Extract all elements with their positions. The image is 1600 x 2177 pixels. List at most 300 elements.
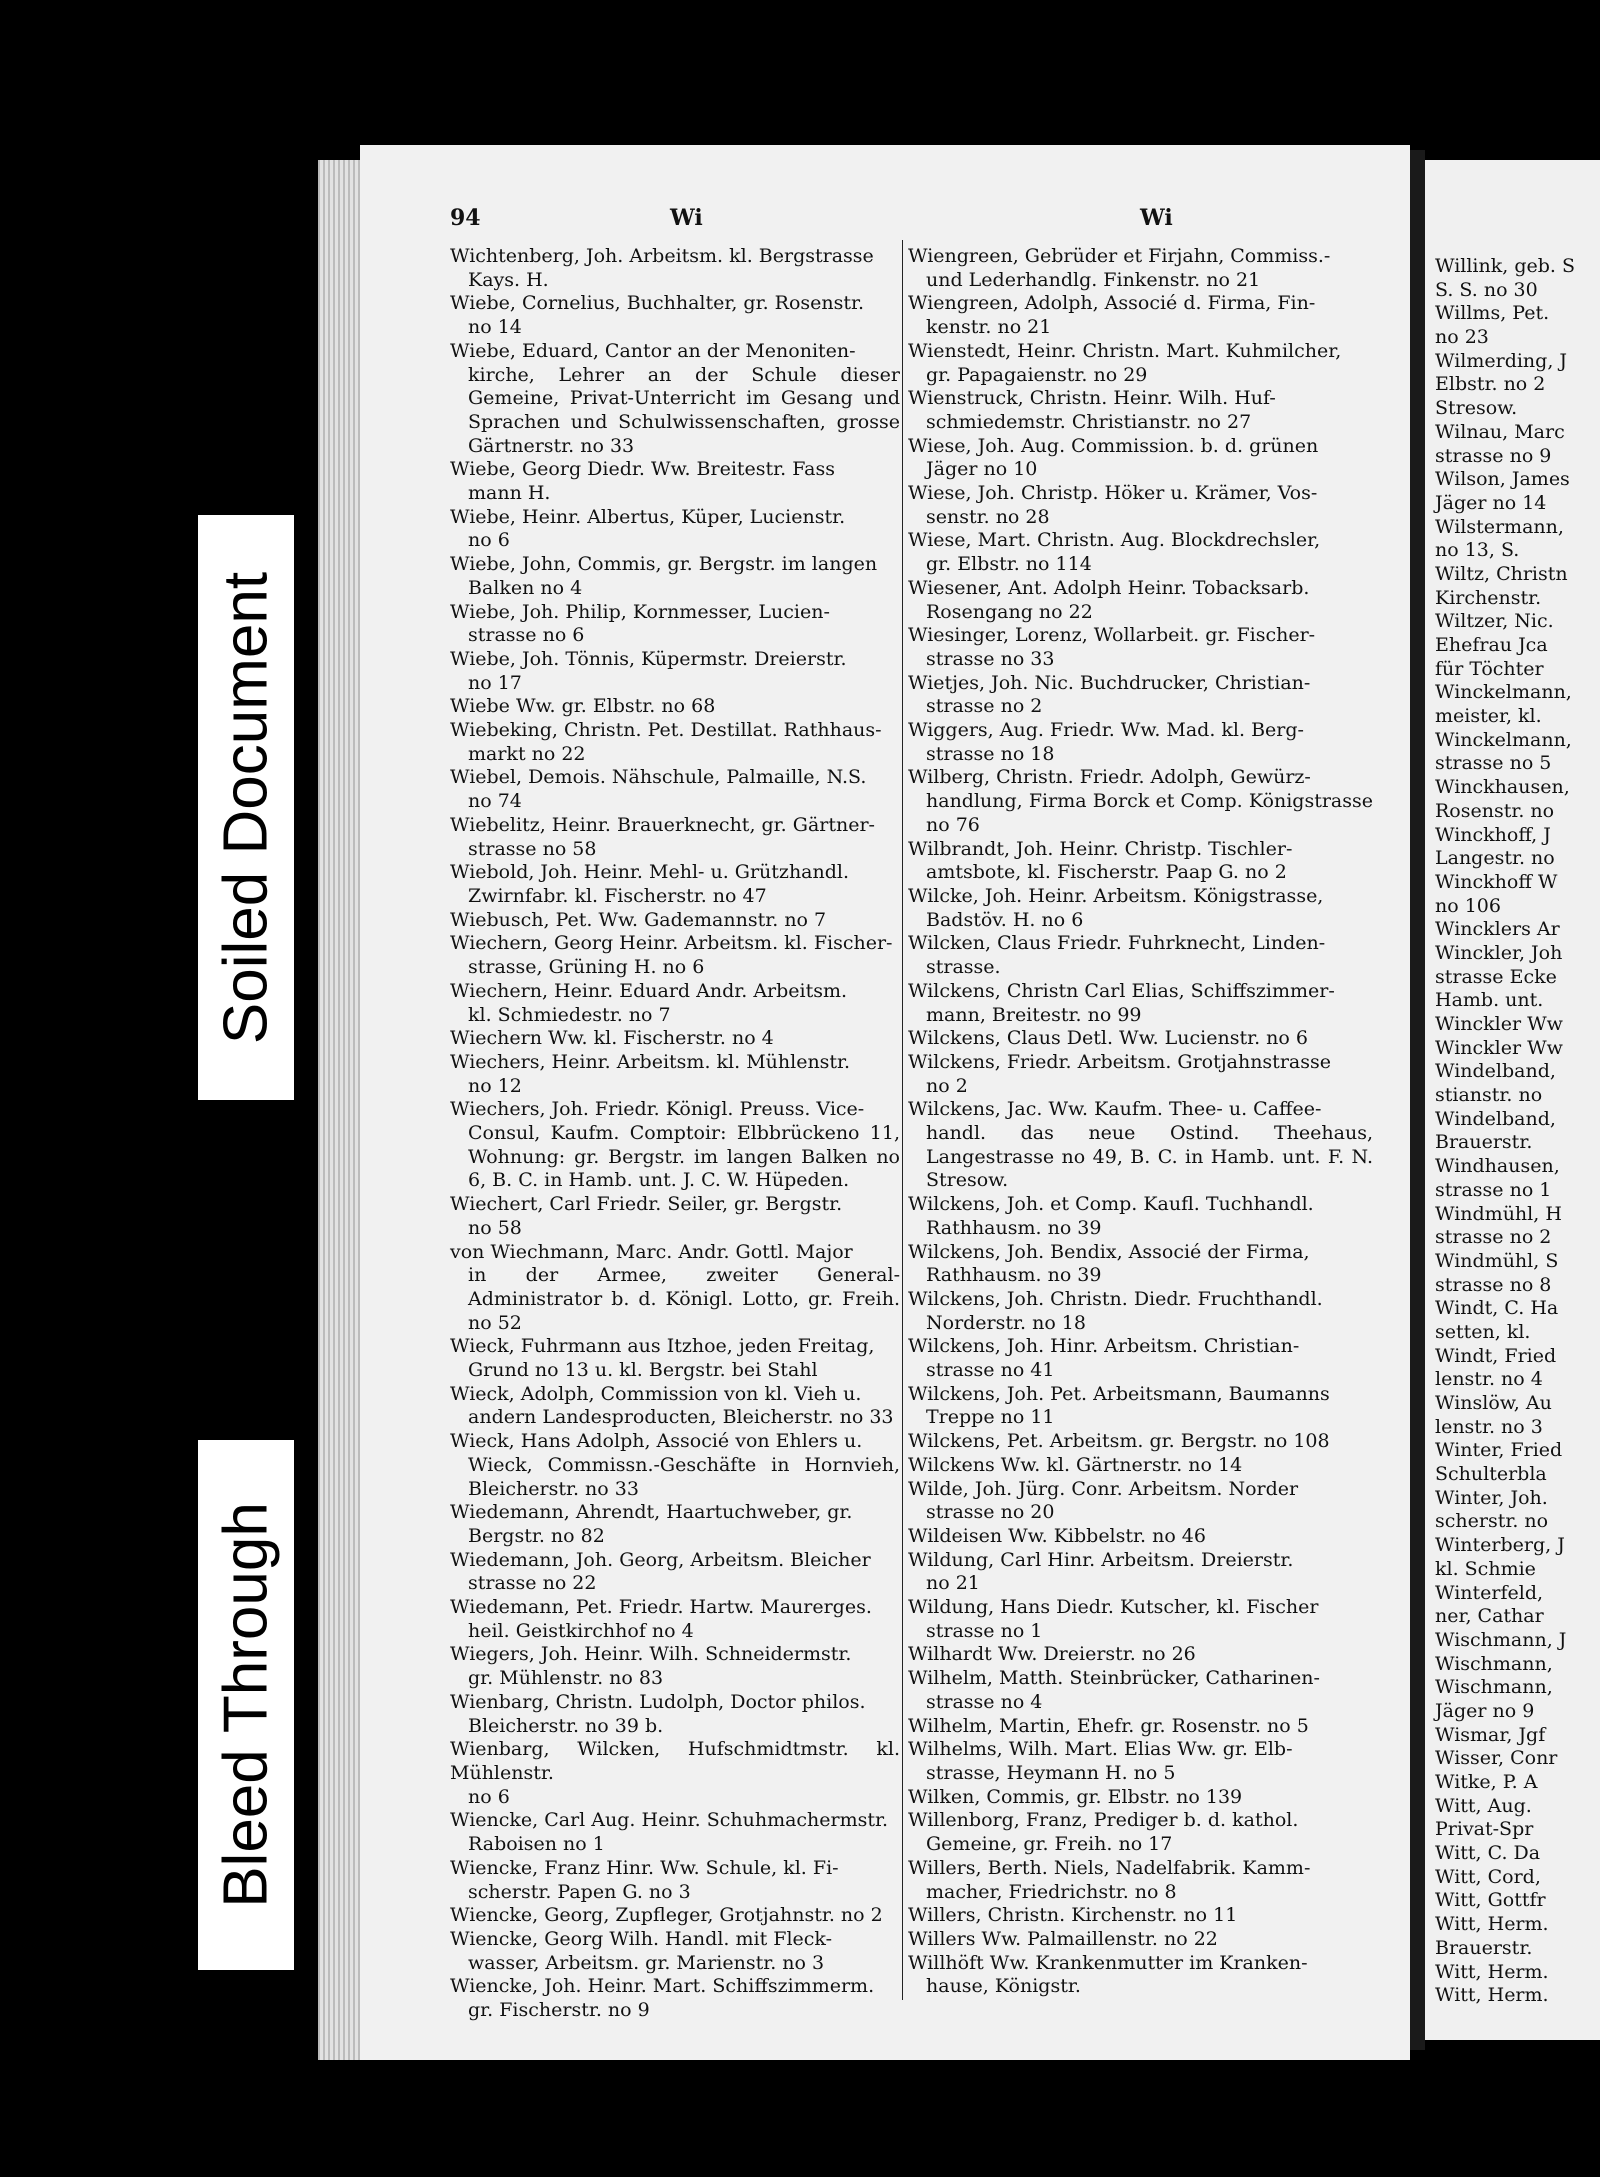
directory-entry [450,980,900,1027]
directory-entry [450,1430,900,1501]
entry-first-line: Wildeisen Ww. Kibbelstr. no 46 [908,1524,1206,1547]
entry-first-line: Wienstruck, Christn. Heinr. Wilh. Huf- [908,387,1276,410]
facing-page-line: Wincklers Ar [1435,918,1560,941]
facing-page-line: Stresow. [1435,397,1518,420]
entry-first-line: Wilckens, Joh. Pet. Arbeitsmann, Baumanns [908,1382,1330,1405]
column-divider [902,240,903,2000]
directory-entry [908,387,1373,434]
directory-entry [450,1691,900,1738]
entry-first-line: Wilberg, Christn. Friedr. Adolph, Gewürz- [908,766,1311,789]
directory-entry [450,1738,900,1809]
entry-first-line: Wiese, Joh. Aug. Commission. b. d. grünen [908,434,1319,457]
facing-page [1425,160,1600,2040]
facing-page-line: strasse no 2 [1435,1226,1552,1249]
entry-continuation: Jäger no 10 [926,458,1038,481]
facing-page-line: Winckelmann, [1435,681,1572,704]
facing-page-line: Winckhoff, J [1435,823,1551,846]
facing-page-line: setten, kl. [1435,1320,1531,1343]
directory-entry [908,482,1373,529]
entry-continuation: strasse no 22 [468,1572,597,1595]
directory-entry [908,245,1373,292]
directory-entry [450,766,900,813]
directory-entry [908,529,1373,576]
facing-page-line: kl. Schmie [1435,1557,1536,1580]
facing-page-line: Elbstr. no 2 [1435,373,1546,396]
directory-entry [908,766,1373,837]
facing-page-line: Winterfeld, [1435,1581,1544,1604]
entry-continuation: amtsbote, kl. Fischerstr. Paap G. no 2 [926,861,1287,884]
entry-continuation: wasser, Arbeitsm. gr. Marienstr. no 3 [468,1951,825,1974]
directory-entry [450,1596,900,1643]
directory-entry [908,1051,1373,1098]
directory-entry [450,601,900,648]
entry-first-line: Wilckens Ww. kl. Gärtnerstr. no 14 [908,1453,1243,1476]
entry-first-line: Wieck, Adolph, Commission von kl. Vieh u. [450,1382,862,1405]
entry-first-line: Wichtenberg, Joh. Arbeitsm. kl. Bergstrasse [450,245,874,267]
facing-page-line: Wischmann, [1435,1676,1553,1699]
facing-page-line: strasse no 1 [1435,1178,1552,1201]
entry-first-line: Wiebel, Demois. Nähschule, Palmaille, N.S. [450,766,867,789]
entry-first-line: Wiebe, Heinr. Albertus, Küper, Lucienstr. [450,505,846,528]
facing-page-line: strasse no 8 [1435,1273,1552,1296]
entry-continuation: Consul, Kaufm. Comptoir: Elbbrückeno 11, Wohnung: gr. Bergstr. im langen Balken no 6, B. C. in Hamb. unt. J. C. W. Hüpeden. [468,1122,900,1192]
directory-entry [450,1549,900,1596]
directory-entry [908,885,1373,932]
directory-entry [908,719,1373,766]
entry-first-line: Wilhelm, Matth. Steinbrücker, Catharinen- [908,1667,1320,1690]
entry-first-line: Wilhardt Ww. Dreierstr. no 26 [908,1643,1196,1666]
entry-first-line: Wiese, Mart. Christn. Aug. Blockdrechsler, [908,529,1321,552]
facing-page-line: Winckler Ww [1435,1013,1563,1035]
facing-page-line: Brauerstr. [1435,1936,1533,1959]
entry-continuation: gr. Fischerstr. no 9 [468,1999,650,2022]
entry-first-line: Wilbrandt, Joh. Heinr. Christp. Tischler- [908,837,1293,860]
entry-first-line: Wilckens, Christn Carl Elias, Schiffszimmer- [908,979,1335,1002]
facing-page-line: Privat-Spr [1435,1818,1534,1841]
facing-page-line: Witke, P. A [1435,1771,1538,1793]
entry-continuation: gr. Papagaienstr. no 29 [926,363,1148,386]
directory-entry [908,1478,1373,1525]
entry-continuation: Wieck, Commissn.-Geschäfte in Hornvieh, Bleicherstr. no 33 [468,1453,900,1500]
entry-first-line: Willhöft Ww. Krankenmutter im Kranken- [908,1951,1308,1974]
facing-page-line: Jäger no 9 [1435,1699,1535,1722]
facing-page-line: Winterberg, J [1435,1534,1565,1557]
entry-first-line: Willers Ww. Palmaillenstr. no 22 [908,1927,1218,1950]
entry-continuation: strasse, Heymann H. no 5 [926,1762,1176,1784]
directory-entry [450,292,900,339]
entry-first-line: Wiengreen, Gebrüder et Firjahn, Commiss.- [908,245,1331,267]
entry-continuation: macher, Friedrichstr. no 8 [926,1880,1177,1903]
entry-continuation: schmiedemstr. Christianstr. no 27 [926,410,1252,433]
facing-page-line: strasse Ecke [1435,965,1557,988]
directory-entry [908,1643,1373,1667]
entry-first-line: Wiebe, John, Commis, gr. Bergstr. im langen [450,553,878,576]
directory-entry [450,1904,900,1928]
directory-entry [450,1051,900,1098]
entry-first-line: Wilcke, Joh. Heinr. Arbeitsm. Königstrasse, [908,884,1324,907]
directory-entry [908,1952,1373,1999]
middle-column [908,245,1373,1999]
entry-first-line: Wiedemann, Ahrendt, Haartuchweber, gr. [450,1501,853,1524]
entry-first-line: Wiechern, Heinr. Eduard Andr. Arbeitsm. [450,979,848,1002]
entry-first-line: Wienstedt, Heinr. Christn. Mart. Kuhmilcher, [908,339,1342,362]
entry-first-line: Wiesinger, Lorenz, Wollarbeit. gr. Fischer- [908,624,1316,647]
entry-continuation: handl. das neue Ostind. Theehaus, Langestrasse no 49, B. C. in Hamb. unt. F. N. Stresow. [926,1122,1373,1192]
directory-entry [450,1857,900,1904]
entry-first-line: Wilken, Commis, gr. Elbstr. no 139 [908,1785,1243,1808]
facing-page-line: Brauerstr. [1435,1131,1533,1154]
facing-page-line: Witt, Aug. [1435,1794,1532,1817]
facing-page-line: no 106 [1435,894,1501,917]
directory-entry [908,292,1373,339]
entry-first-line: Wilckens, Jac. Ww. Kaufm. Thee- u. Caffee- [908,1098,1322,1121]
directory-entry [450,1501,900,1548]
right-heading: Wi [1140,205,1173,231]
entry-continuation: Norderstr. no 18 [926,1311,1086,1334]
directory-entry [450,506,900,553]
entry-first-line: Wietjes, Joh. Nic. Buchdrucker, Christian- [908,671,1311,694]
facing-page-line: Windelband, [1435,1060,1556,1083]
facing-page-line: Windt, Fried [1435,1344,1557,1367]
entry-first-line: Wiechers, Joh. Friedr. Königl. Preuss. Vice- [450,1098,865,1121]
entry-continuation: kirche, Lehrer an der Schule dieser Gemeine, Privat-Unterricht im Gesang und Sprachen und Schulwissenschaften, grosse Gärtnerstr. no 33 [468,363,900,457]
facing-page-line: Windt, C. Ha [1435,1297,1559,1320]
entry-first-line: Wiggers, Aug. Friedr. Ww. Mad. kl. Berg- [908,719,1304,742]
entry-continuation: strasse. [926,956,1001,979]
facing-page-line: Winter, Fried [1435,1439,1563,1462]
directory-entry [450,1975,900,2022]
entry-continuation: Bergstr. no 82 [468,1524,605,1547]
directory-entry [450,458,900,505]
entry-first-line: Wiencke, Joh. Heinr. Mart. Schiffszimmerm. [450,1975,875,1998]
entry-first-line: Wilhelm, Martin, Ehefr. gr. Rosenstr. no 5 [908,1714,1309,1737]
entry-first-line: Wienbarg, Wilcken, Hufschmidtmstr. kl. Mühlenstr. [450,1738,900,1784]
entry-first-line: Wiegers, Joh. Heinr. Wilh. Schneidermstr. [450,1643,852,1666]
entry-first-line: Wilde, Joh. Jürg. Conr. Arbeitsm. Norder [908,1477,1299,1500]
facing-page-line: Wischmann, J [1435,1628,1567,1651]
entry-continuation: strasse, Grüning H. no 6 [468,956,705,979]
entry-first-line: Wienbarg, Christn. Ludolph, Doctor philos. [450,1690,866,1713]
entry-first-line: Wiechert, Carl Friedr. Seiler, gr. Bergstr. [450,1193,843,1216]
facing-page-line: Rosenstr. no [1435,799,1555,822]
facing-page-line: strasse no 5 [1435,752,1552,775]
facing-page-line: Willink, geb. S [1435,255,1575,277]
directory-entry [450,695,900,719]
entry-continuation: gr. Elbstr. no 114 [926,553,1092,576]
entry-first-line: Wiedemann, Pet. Friedr. Hartw. Maurerges. [450,1596,872,1619]
entry-continuation: heil. Geistkirchhof no 4 [468,1619,694,1642]
directory-entry [908,577,1373,624]
entry-first-line: Wiebe, Joh. Tönnis, Küpermstr. Dreierstr. [450,647,847,670]
entry-continuation: mann, Breitestr. no 99 [926,1003,1142,1026]
facing-page-line: scherstr. no [1435,1510,1549,1533]
entry-continuation: Treppe no 11 [926,1406,1055,1429]
directory-entry [450,1098,900,1193]
entry-first-line: Wiechern Ww. kl. Fischerstr. no 4 [450,1027,774,1050]
facing-page-line: lenstr. no 3 [1435,1415,1543,1438]
directory-entry [908,1667,1373,1714]
entry-continuation: gr. Mühlenstr. no 83 [468,1667,664,1690]
entry-continuation: Bleicherstr. no 39 b. [468,1714,664,1737]
entry-continuation: no 17 [468,671,522,694]
entry-first-line: Wiechers, Heinr. Arbeitsm. kl. Mühlenstr. [450,1050,851,1073]
soiled-document-text: Soiled Document [211,571,281,1044]
facing-page-column [1435,255,1575,2008]
facing-page-line: Wilmerding, J [1435,349,1568,372]
entry-continuation: no 12 [468,1074,522,1097]
facing-page-line: Jäger no 14 [1435,491,1547,514]
facing-page-line: strasse no 9 [1435,444,1552,467]
entry-first-line: Willers, Christn. Kirchenstr. no 11 [908,1904,1238,1927]
entry-first-line: Wiebe, Eduard, Cantor an der Menoniten- [450,339,856,362]
directory-entry [450,719,900,766]
directory-entry [908,1928,1373,1952]
entry-continuation: Raboisen no 1 [468,1833,605,1856]
soiled-document-label [198,515,294,1100]
directory-entry [450,909,900,933]
facing-page-line: lenstr. no 4 [1435,1368,1543,1391]
entry-first-line: Wieck, Fuhrmann aus Itzhoe, jeden Freitag, [450,1335,875,1358]
entry-first-line: Wilckens, Pet. Arbeitsm. gr. Bergstr. no 108 [908,1430,1330,1453]
entry-first-line: Willenborg, Franz, Prediger b. d. kathol. [908,1809,1299,1832]
facing-page-line: Witt, Herm. [1435,1913,1549,1936]
page-number: 94 [450,205,481,231]
entry-first-line: Wiechern, Georg Heinr. Arbeitsm. kl. Fischer- [450,932,893,955]
entry-continuation: no 2 [926,1074,968,1097]
facing-page-line: Wilstermann, [1435,515,1564,538]
entry-continuation: Kays. H. [468,268,549,291]
directory-entry [908,340,1373,387]
directory-entry [450,648,900,695]
entry-continuation: Rathhausm. no 39 [926,1216,1102,1239]
entry-continuation: senstr. no 28 [926,505,1050,528]
directory-entry [908,1904,1373,1928]
directory-entry [450,1928,900,1975]
facing-page-line: Schulterbla [1435,1463,1547,1486]
entry-first-line: Wiencke, Franz Hinr. Ww. Schule, kl. Fi- [450,1856,839,1879]
entry-first-line: Wiengreen, Adolph, Associé d. Firma, Fin- [908,292,1316,315]
directory-entry [450,1335,900,1382]
directory-entry [908,1549,1373,1596]
facing-page-line: für Töchter [1435,657,1544,680]
directory-entry [908,1809,1373,1856]
bleed-through-text: Bleed Through [211,1502,281,1908]
entry-first-line: Wiesener, Ant. Adolph Heinr. Tobacksarb. [908,576,1310,599]
facing-page-line: Witt, C. Da [1435,1842,1541,1865]
entry-first-line: Wiencke, Georg, Zupfleger, Grotjahnstr. no 2 [450,1904,883,1927]
directory-entry [908,1430,1373,1454]
facing-page-line: Wismar, Jgf [1435,1723,1546,1746]
entry-continuation: strasse no 20 [926,1501,1055,1524]
facing-page-line: Winckhausen, [1435,776,1570,799]
directory-entry [450,1643,900,1690]
facing-page-line: ner, Cathar [1435,1605,1544,1628]
entry-continuation: Balken no 4 [468,576,583,599]
directory-entry [908,980,1373,1027]
facing-page-line: Wilson, James [1435,468,1570,491]
entry-continuation: strasse no 41 [926,1359,1055,1382]
entry-continuation: hause, Königstr. [926,1975,1081,1998]
directory-entry [908,672,1373,719]
directory-entry [908,838,1373,885]
facing-page-line: Witt, Gottfr [1435,1889,1546,1912]
entry-continuation: markt no 22 [468,742,586,765]
facing-page-line: Willms, Pet. [1435,302,1550,325]
entry-first-line: Willers, Berth. Niels, Nadelfabrik. Kamm- [908,1856,1311,1879]
entry-continuation: strasse no 4 [926,1690,1043,1713]
facing-page-line: S. S. no 30 [1435,278,1538,301]
entry-continuation: strasse no 18 [926,742,1055,765]
facing-page-line: Windmühl, H [1435,1202,1562,1225]
directory-entry [450,861,900,908]
facing-page-line: Windhausen, [1435,1155,1560,1178]
entry-continuation: Badstöv. H. no 6 [926,908,1084,931]
entry-continuation: no 74 [468,790,522,813]
directory-entry [450,340,900,459]
directory-entry [450,245,900,292]
directory-entry [908,932,1373,979]
directory-entry [908,1715,1373,1739]
entry-continuation: Gemeine, gr. Freih. no 17 [926,1833,1173,1856]
facing-page-line: Winckler, Joh [1435,941,1563,964]
entry-first-line: Wiebelitz, Heinr. Brauerknecht, gr. Gärtner- [450,813,875,836]
entry-continuation: kenstr. no 21 [926,316,1052,339]
entry-continuation: no 58 [468,1216,522,1239]
directory-entry [450,1027,900,1051]
facing-page-line: Wischmann, [1435,1652,1553,1675]
directory-entry [908,1288,1373,1335]
entry-continuation: in der Armee, zweiter General-Administrator b. d. Königl. Lotto, gr. Freih. no 52 [468,1264,900,1334]
entry-first-line: Wiebusch, Pet. Ww. Gademannstr. no 7 [450,908,827,931]
entry-continuation: strasse no 58 [468,837,597,860]
directory-entry [908,1596,1373,1643]
entry-first-line: Wilckens, Joh. Christn. Diedr. Fruchthandl. [908,1287,1323,1310]
entry-first-line: Wiedemann, Joh. Georg, Arbeitsm. Bleicher [450,1548,871,1571]
directory-entry [450,1383,900,1430]
directory-entry [450,1241,900,1336]
facing-page-line: Winckhoff W [1435,870,1558,893]
directory-entry [908,1525,1373,1549]
entry-first-line: Wilckens, Claus Detl. Ww. Lucienstr. no 6 [908,1027,1308,1050]
directory-entry [908,1857,1373,1904]
entry-first-line: Wiese, Joh. Christp. Höker u. Krämer, Vos- [908,482,1318,505]
facing-page-line: Witt, Herm. [1435,1960,1549,1983]
entry-first-line: Wilckens, Friedr. Arbeitsm. Grotjahnstrasse [908,1050,1331,1073]
entry-continuation: no 6 [468,1785,510,1808]
facing-page-line: Witt, Cord, [1435,1865,1541,1888]
facing-page-line: no 23 [1435,326,1489,349]
entry-first-line: Wiebe, Cornelius, Buchhalter, gr. Rosenstr. [450,292,865,315]
facing-page-line: Ehefrau Jca [1435,634,1548,656]
directory-entry [450,1193,900,1240]
entry-continuation: Zwirnfabr. kl. Fischerstr. no 47 [468,884,767,907]
entry-continuation: no 21 [926,1572,980,1595]
entry-first-line: Wilckens, Joh. Bendix, Associé der Firma, [908,1240,1310,1263]
directory-entry [450,932,900,979]
directory-entry [450,1809,900,1856]
directory-entry [908,1027,1373,1051]
facing-page-line: Windmühl, S [1435,1249,1559,1272]
directory-entry [908,624,1373,671]
entry-continuation: Grund no 13 u. kl. Bergstr. bei Stahl [468,1359,818,1382]
directory-entry [908,1383,1373,1430]
facing-page-line: meister, kl. [1435,705,1542,728]
entry-first-line: Wiebeking, Christn. Pet. Destillat. Rathhaus- [450,719,882,742]
facing-page-line: Wilnau, Marc [1435,420,1565,443]
entry-first-line: Wiencke, Georg Wilh. Handl. mit Fleck- [450,1927,833,1950]
directory-page [360,145,1410,2060]
directory-entry [908,1193,1373,1240]
facing-page-line: no 13, S. [1435,539,1520,562]
entry-continuation: no 14 [468,316,522,339]
facing-page-line: Wiltz, Christn [1435,562,1568,585]
entry-first-line: Wiebold, Joh. Heinr. Mehl- u. Grützhandl. [450,861,850,884]
facing-page-line: Winter, Joh. [1435,1486,1548,1509]
entry-continuation: kl. Schmiedestr. no 7 [468,1003,671,1026]
directory-entry [908,1098,1373,1193]
facing-page-line: Wisser, Conr [1435,1747,1558,1770]
entry-first-line: Wildung, Hans Diedr. Kutscher, kl. Fischer [908,1596,1319,1619]
entry-continuation: scherstr. Papen G. no 3 [468,1880,691,1903]
facing-page-line: Winckelmann, [1435,728,1572,751]
entry-first-line: Wilhelms, Wilh. Mart. Elias Ww. gr. Elb- [908,1738,1293,1761]
directory-entry [908,1241,1373,1288]
entry-continuation: Rathhausm. no 39 [926,1264,1102,1287]
entry-first-line: Wiencke, Carl Aug. Heinr. Schuhmachermstr. [450,1809,889,1832]
entry-first-line: Wildung, Carl Hinr. Arbeitsm. Dreierstr. [908,1548,1294,1571]
entry-continuation: handlung, Firma Borck et Comp. Königstrasse no 76 [926,790,1373,836]
entry-continuation: strasse no 2 [926,695,1043,718]
page-gutter [1410,150,1425,2050]
facing-page-line: Langestr. no [1435,847,1555,870]
entry-continuation: no 6 [468,529,510,552]
facing-page-line: Winslöw, Au [1435,1392,1552,1414]
directory-entry [908,1454,1373,1478]
directory-entry [908,1738,1373,1785]
entry-first-line: Wiebe, Georg Diedr. Ww. Breitestr. Fass [450,458,835,481]
facing-page-line: Witt, Herm. [1435,1984,1549,2007]
entry-continuation: mann H. [468,482,551,505]
entry-first-line: Wilckens, Joh. Hinr. Arbeitsm. Christian- [908,1335,1300,1358]
entry-continuation: strasse no 33 [926,647,1055,670]
directory-entry [450,553,900,600]
facing-page-line: Windelband, [1435,1107,1556,1130]
entry-first-line: Wilckens, Joh. et Comp. Kaufl. Tuchhandl. [908,1193,1314,1216]
directory-entry [908,1335,1373,1382]
entry-continuation: und Lederhandlg. Finkenstr. no 21 [926,268,1261,291]
entry-first-line: Wiebe Ww. gr. Elbstr. no 68 [450,695,716,718]
entry-first-line: von Wiechmann, Marc. Andr. Gottl. Major [450,1240,853,1263]
facing-page-line: Winckler Ww [1435,1036,1563,1059]
bleed-through-label [198,1440,294,1970]
facing-page-line: Wiltzer, Nic. [1435,610,1554,633]
left-heading: Wi [670,205,703,231]
directory-entry [450,814,900,861]
entry-first-line: Wiebe, Joh. Philip, Kornmesser, Lucien- [450,600,830,623]
entry-first-line: Wilcken, Claus Friedr. Fuhrknecht, Linden- [908,932,1326,955]
facing-page-line: Kirchenstr. [1435,586,1542,609]
entry-first-line: Wieck, Hans Adolph, Associé von Ehlers u. [450,1430,863,1453]
left-column [450,245,900,2023]
facing-page-line: stianstr. no [1435,1084,1543,1107]
entry-continuation: strasse no 1 [926,1619,1043,1642]
directory-entry [908,435,1373,482]
directory-entry [908,1786,1373,1810]
entry-continuation: andern Landesproducten, Bleicherstr. no 33 [468,1406,894,1429]
facing-page-line: Hamb. unt. [1435,989,1544,1012]
entry-continuation: Rosengang no 22 [926,600,1093,623]
entry-continuation: strasse no 6 [468,624,585,647]
